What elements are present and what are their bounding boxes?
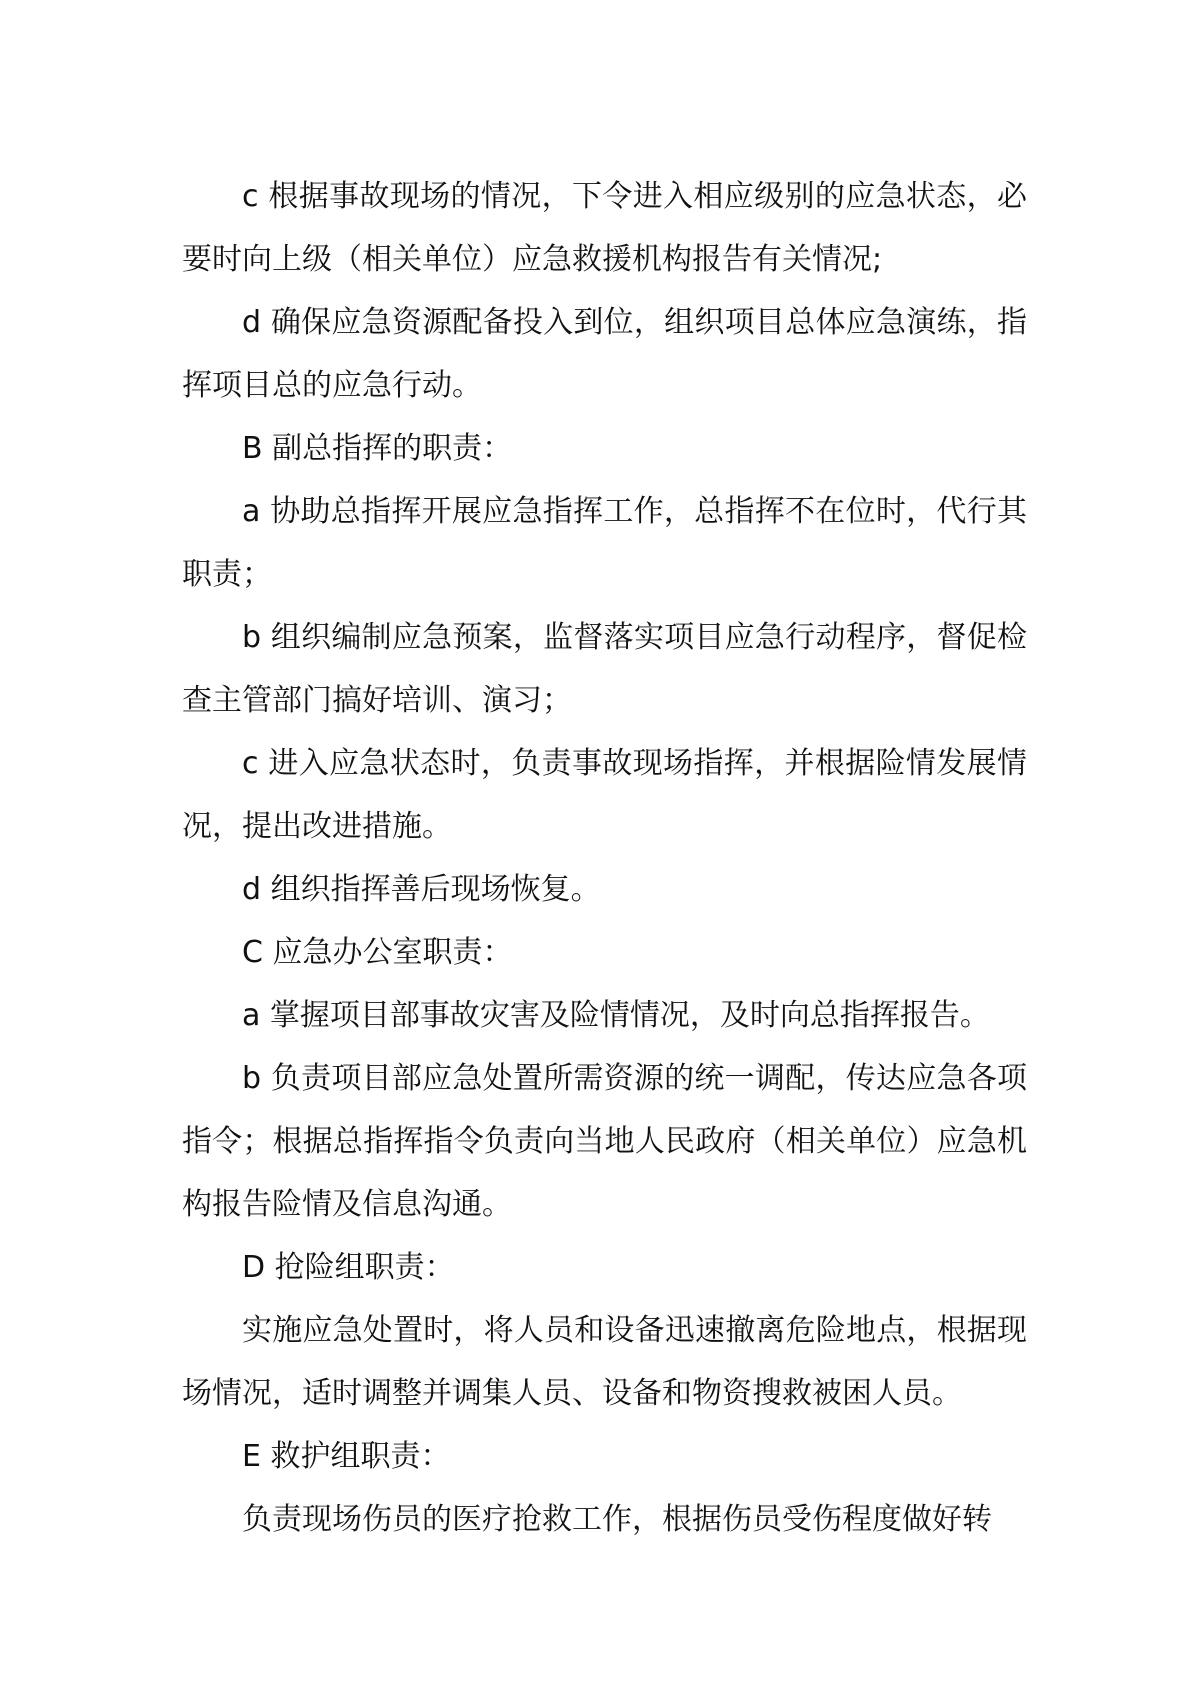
paragraph-deputy-duty-d: d 组织指挥善后现场恢复。 <box>242 872 601 907</box>
paragraph-deputy-duty-b: b 组织编制应急预案，监督落实项目应急行动程序，督促检查主管部门搞好培训、演习； <box>182 620 1027 718</box>
document-body <box>182 165 1027 1551</box>
heading-medical-team-duties: E 救护组职责： <box>242 1439 451 1474</box>
paragraph-rescue-team-duty: 实施应急处置时，将人员和设备迅速撤离危险地点，根据现场情况，适时调整并调集人员、设备和物资搜救被困人员。 <box>182 1313 1027 1411</box>
paragraph-deputy-duty-a: a 协助总指挥开展应急指挥工作，总指挥不在位时，代行其职责； <box>182 494 1027 592</box>
paragraph-medical-team-duty: 负责现场伤员的医疗抢救工作，根据伤员受伤程度做好转 <box>242 1502 992 1537</box>
heading-rescue-team-duties: D 抢险组职责： <box>242 1250 455 1285</box>
paragraph-office-duty-a: a 掌握项目部事故灾害及险情情况，及时向总指挥报告。 <box>242 998 990 1033</box>
paragraph-commander-duty-c: c 根据事故现场的情况，下令进入相应级别的应急状态，必要时向上级（相关单位）应急救援机构报告有关情况; <box>182 179 1027 277</box>
paragraph-office-duty-b: b 负责项目部应急处置所需资源的统一调配，传达应急各项指令；根据总指挥指令负责向当地人民政府（相关单位）应急机构报告险情及信息沟通。 <box>182 1061 1027 1222</box>
paragraph-commander-duty-d: d 确保应急资源配备投入到位，组织项目总体应急演练，指挥项目总的应急行动。 <box>182 305 1027 403</box>
heading-emergency-office-duties: C 应急办公室职责： <box>242 935 513 970</box>
heading-deputy-commander-duties: B 副总指挥的职责： <box>242 431 513 466</box>
paragraph-deputy-duty-c: c 进入应急状态时，负责事故现场指挥，并根据险情发展情况，提出改进措施。 <box>182 746 1027 844</box>
